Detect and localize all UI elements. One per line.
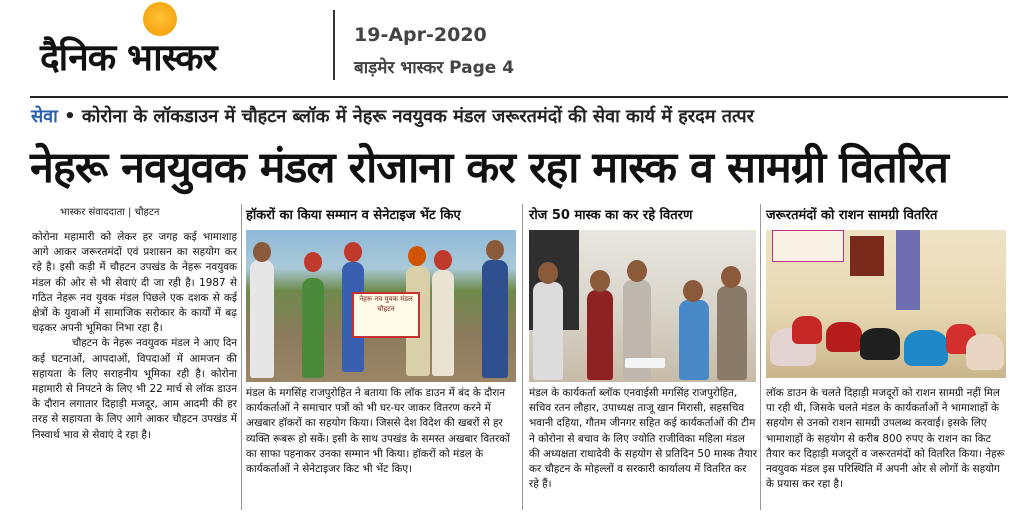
person-head	[627, 260, 647, 282]
wall-banner	[772, 230, 844, 262]
caption-ration: लॉक डाउन के चलते दिहाड़ी मजदूरों को राशन सामग्री नहीं मिल पा रही थी, जिसके चलते मंडल के कार्यकर्ताओं ने भामाशाहों के सहयोग से उनको राशन सामग्री उपलब्ध करवाई। इसके लिए भामाशाहों के सहयोग से करीब 800 रुपए के राशन का किट तैयार कर दिहाड़ी मजदूरों व जरूरतमंदों को वितरित किया। नेहरू नवयुवक मंडल इस परिस्थिति में अपनी ओर से लोगों के सहयोग के प्रयास कर रहा है।	[766, 387, 1005, 491]
person-head	[683, 280, 703, 302]
caption-masks: मंडल के कार्यकर्ता ब्लॉक एनवाईसी मगसिंह राजपुरोहित, सचिव रतन लौहार, उपाध्यक्ष ताजू खान मिरासी, सहसचिव भवानी दहिया, गौतम जीनगर सहित कई कार्यकर्ताओं की टीम ने कोरोना से बचाव के लिए ज्योति राजीविका महिला मंडल की अध्यक्षता राधादेवी के सहयोग से प्रतिदिन 50 मास्क तैयार कर चौहटन के मोहल्लों व सरकारी कार्यालय में वितरित कर रहे हैं।	[529, 387, 757, 491]
newspaper-logo: दैनिक भास्कर	[40, 36, 217, 79]
person-figure	[302, 278, 324, 378]
person-head	[408, 246, 426, 266]
person-head	[538, 262, 558, 284]
person-head	[253, 242, 271, 262]
section-title-hawkers: हॉकरों का किया सम्मान व सेनेटाइज भेंट किए	[246, 208, 461, 223]
story-paragraph-2: चौहटन के नेहरू नवयुवक मंडल ने आए दिन कई घटनाओं, आपदाओं, विपदाओं में आमजन की सहायता के लिए सराहनीय भूमिका रही है। कोरोना महामारी से निपटने के लिए भी 22 मार्च से लॉक डाउन के दौरान लगातार दिहाड़ी मजदूर, आम आदमी की हर तरह से सहायता के लिए आगे आकर चौहटन उपखंड में निस्वार्थ भाव से सेवाएं दे रहा है।	[32, 337, 237, 441]
person-head	[304, 252, 322, 272]
column-divider	[760, 204, 761, 510]
section-title-masks: रोज 50 मास्क का कर रहे वितरण	[529, 208, 693, 223]
kicker-label: सेवा	[31, 106, 58, 127]
person-figure	[587, 290, 613, 380]
byline: भास्कर संवाददाता | चौहटन	[60, 207, 160, 218]
ration-bag	[966, 334, 1004, 370]
story-column-left	[32, 230, 237, 443]
headline: नेहरू नवयुवक मंडल रोजाना कर रहा मास्क व सामग्री वितरित	[30, 143, 948, 193]
masthead-divider	[333, 10, 335, 80]
person-figure	[533, 282, 563, 380]
kicker-text: • कोरोना के लॉकडाउन में चौहटन ब्लॉक में नेहरू नवयुवक मंडल जरूरतमंदों की सेवा कार्य में हरदम तत्पर	[64, 106, 754, 127]
issue-date: 19-Apr-2020	[354, 24, 487, 46]
person-figure	[679, 300, 709, 380]
column-divider	[241, 204, 242, 510]
column-divider	[522, 204, 523, 510]
person-head	[590, 270, 610, 292]
person-head	[721, 266, 741, 288]
photo-ration	[766, 230, 1006, 378]
kicker	[31, 104, 754, 128]
ration-bag	[860, 328, 900, 360]
ration-bag	[904, 330, 948, 366]
person-head	[486, 240, 504, 260]
mask-bundle	[625, 358, 665, 368]
photo-hawkers	[246, 230, 516, 382]
ration-bag	[826, 322, 862, 352]
photo-masks	[529, 230, 756, 382]
story-paragraph-1: कोरोना महामारी को लेकर हर जगह कई भामाशाह आगे आकर जरूरतमंदों एवं प्रशासन का सहयोग कर रहे है। इसी कड़ी में चौहटन उपखंड के नेहरू नवयुवक मंडल की ओर से भी सेवाएं दी जा रही है। 1987 से गठित नेहरू नव युवक मंडल पिछले एक दशक से कई क्षेत्रों के युवाओं में सामाजिक सरोकार के कार्यों में बढ़ चढ़कर अपनी भूमिका निभा रहा है।	[32, 231, 237, 335]
door-shape	[896, 230, 920, 310]
top-rule	[30, 96, 1008, 98]
ration-bag	[792, 316, 822, 344]
person-figure	[250, 260, 274, 378]
person-figure	[482, 260, 508, 378]
mandal-banner: नेहरू नव युवक मंडल चौहटन	[352, 292, 420, 338]
person-head	[344, 242, 362, 262]
section-title-ration: जरूरतमंदों को राशन सामग्री वितरित	[766, 208, 938, 223]
caption-hawkers: मंडल के मगसिंह राजपुरोहित ने बताया कि लॉक डाउन में बंद के दौरान कार्यकर्ताओं ने समाचार पत्रों को भी घर-घर जाकर वितरण करने में अखबार हॉकरों का सहयोग किया। जिससे देश विदेश की खबरों से हर व्यक्ति रूबरू हो सकें। इसी के साथ उपखंड के समस्त अखबार वितरकों का साफा पहनाकर उनका सम्मान भी किया। हॉकरों को मंडल के कार्यकर्ताओं ने सेनेटाइजर किट भी भेंट किए।	[246, 387, 510, 476]
person-head	[434, 250, 452, 270]
window-shape	[850, 236, 884, 276]
edition-page: बाड़मेर भास्कर Page 4	[354, 58, 515, 78]
person-figure	[432, 270, 454, 376]
person-figure	[717, 286, 747, 380]
